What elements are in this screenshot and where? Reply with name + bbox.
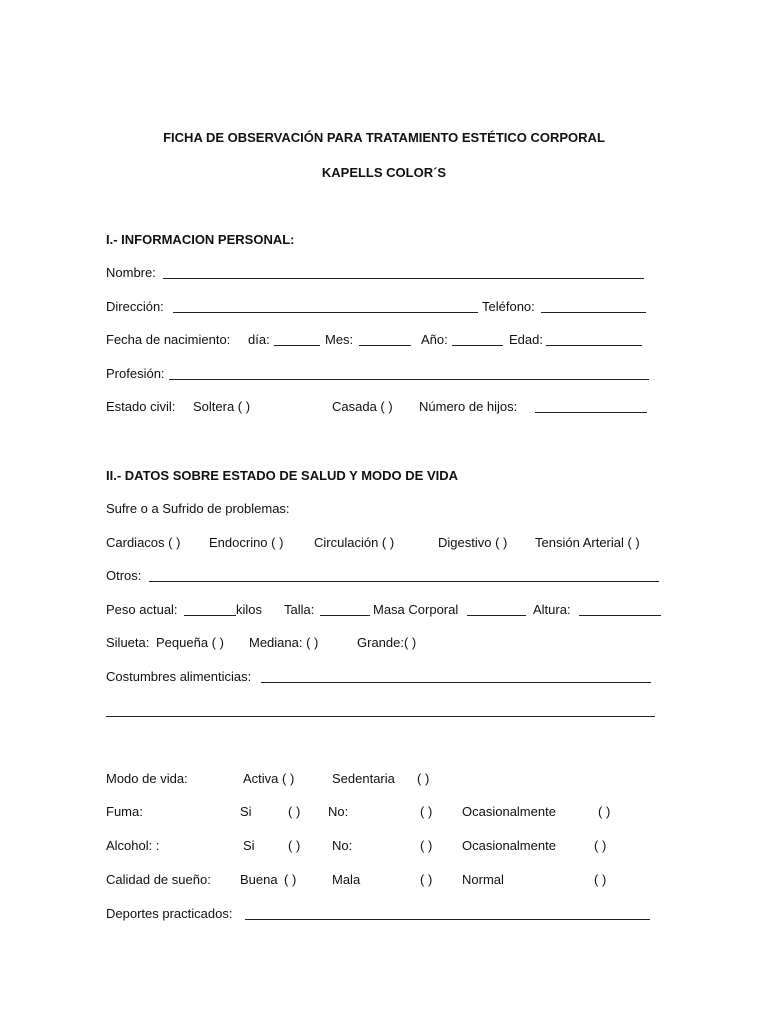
alcohol-label: Alcohol: : — [106, 838, 160, 853]
casada-option[interactable]: Casada ( ) — [332, 399, 393, 414]
soltera-option[interactable]: Soltera ( ) — [193, 399, 251, 414]
buena-label: Buena — [240, 872, 278, 887]
anio-label: Año: — [421, 332, 448, 347]
talla-field[interactable] — [320, 615, 370, 616]
digestivo-option[interactable]: Digestivo ( ) — [438, 535, 508, 550]
deportes-label: Deportes practicados: — [106, 906, 233, 921]
calidad-sueno-label: Calidad de sueño: — [106, 872, 211, 887]
activa-option[interactable]: Activa ( ) — [243, 771, 295, 786]
altura-label: Altura: — [533, 602, 571, 617]
numero-hijos-field[interactable] — [535, 412, 647, 413]
fuma-label: Fuma: — [106, 804, 143, 819]
fuma-si-checkbox[interactable]: ( ) — [288, 804, 301, 819]
mes-label: Mes: — [325, 332, 354, 347]
otros-field[interactable] — [149, 581, 659, 582]
alcohol-no-label: No: — [332, 838, 353, 853]
sedentaria-label: Sedentaria — [332, 771, 395, 786]
otros-label: Otros: — [106, 568, 142, 583]
circulacion-option[interactable]: Circulación ( ) — [314, 535, 395, 550]
cardiacos-option[interactable]: Cardiacos ( ) — [106, 535, 181, 550]
dia-field[interactable] — [274, 345, 320, 346]
normal-checkbox[interactable]: ( ) — [594, 872, 607, 887]
kilos-label: kilos — [236, 602, 263, 617]
nombre-field[interactable] — [163, 278, 644, 279]
costumbres-label: Costumbres alimenticias: — [106, 669, 252, 684]
numero-hijos-label: Número de hijos: — [419, 399, 518, 414]
nombre-label: Nombre: — [106, 265, 156, 280]
profesion-field[interactable] — [169, 379, 649, 380]
direccion-label: Dirección: — [106, 299, 164, 314]
tension-arterial-option[interactable]: Tensión Arterial ( ) — [535, 535, 640, 550]
alcohol-ocasionalmente-label: Ocasionalmente — [462, 838, 556, 853]
endocrino-option[interactable]: Endocrino ( ) — [209, 535, 284, 550]
sufre-label: Sufre o a Sufrido de problemas: — [106, 501, 290, 516]
section-1-heading: I.- INFORMACION PERSONAL: — [106, 232, 295, 247]
fuma-no-checkbox[interactable]: ( ) — [420, 804, 433, 819]
mes-field[interactable] — [359, 345, 411, 346]
grande-option[interactable]: Grande:( ) — [357, 635, 417, 650]
costumbres-field[interactable] — [261, 682, 651, 683]
fuma-ocasionalmente-checkbox[interactable]: ( ) — [598, 804, 611, 819]
alcohol-ocasionalmente-checkbox[interactable]: ( ) — [594, 838, 607, 853]
silueta-label: Silueta: — [106, 635, 150, 650]
telefono-label: Teléfono: — [482, 299, 535, 314]
masa-corporal-field[interactable] — [467, 615, 526, 616]
fuma-ocasionalmente-label: Ocasionalmente — [462, 804, 556, 819]
direccion-field[interactable] — [173, 312, 478, 313]
peso-field[interactable] — [184, 615, 236, 616]
peso-label: Peso actual: — [106, 602, 178, 617]
talla-label: Talla: — [284, 602, 315, 617]
masa-corporal-label: Masa Corporal — [373, 602, 459, 617]
fecha-nacimiento-label: Fecha de nacimiento: — [106, 332, 231, 347]
altura-field[interactable] — [579, 615, 661, 616]
dia-label: día: — [248, 332, 270, 347]
edad-label: Edad: — [509, 332, 543, 347]
estado-civil-label: Estado civil: — [106, 399, 176, 414]
sedentaria-checkbox[interactable]: ( ) — [417, 771, 430, 786]
mala-label: Mala — [332, 872, 361, 887]
mediana-option[interactable]: Mediana: ( ) — [249, 635, 319, 650]
alcohol-si-label: Si — [243, 838, 255, 853]
document-title: FICHA DE OBSERVACIÓN PARA TRATAMIENTO ESTÉTICO CORPORAL — [163, 130, 605, 145]
modo-vida-label: Modo de vida: — [106, 771, 188, 786]
mala-checkbox[interactable]: ( ) — [420, 872, 433, 887]
normal-label: Normal — [462, 872, 504, 887]
buena-checkbox[interactable]: ( ) — [284, 872, 297, 887]
deportes-field[interactable] — [245, 919, 650, 920]
pequena-option[interactable]: Pequeña ( ) — [156, 635, 224, 650]
section-2-heading: II.- DATOS SOBRE ESTADO DE SALUD Y MODO DE VIDA — [106, 468, 459, 483]
document-subtitle: KAPELLS COLOR´S — [321, 165, 447, 180]
alcohol-no-checkbox[interactable]: ( ) — [420, 838, 433, 853]
costumbres-extra-field[interactable] — [106, 716, 655, 717]
alcohol-si-checkbox[interactable]: ( ) — [288, 838, 301, 853]
edad-field[interactable] — [546, 345, 642, 346]
fuma-si-label: Si — [240, 804, 252, 819]
anio-field[interactable] — [452, 345, 503, 346]
telefono-field[interactable] — [541, 312, 646, 313]
fuma-no-label: No: — [328, 804, 349, 819]
profesion-label: Profesión: — [106, 366, 165, 381]
